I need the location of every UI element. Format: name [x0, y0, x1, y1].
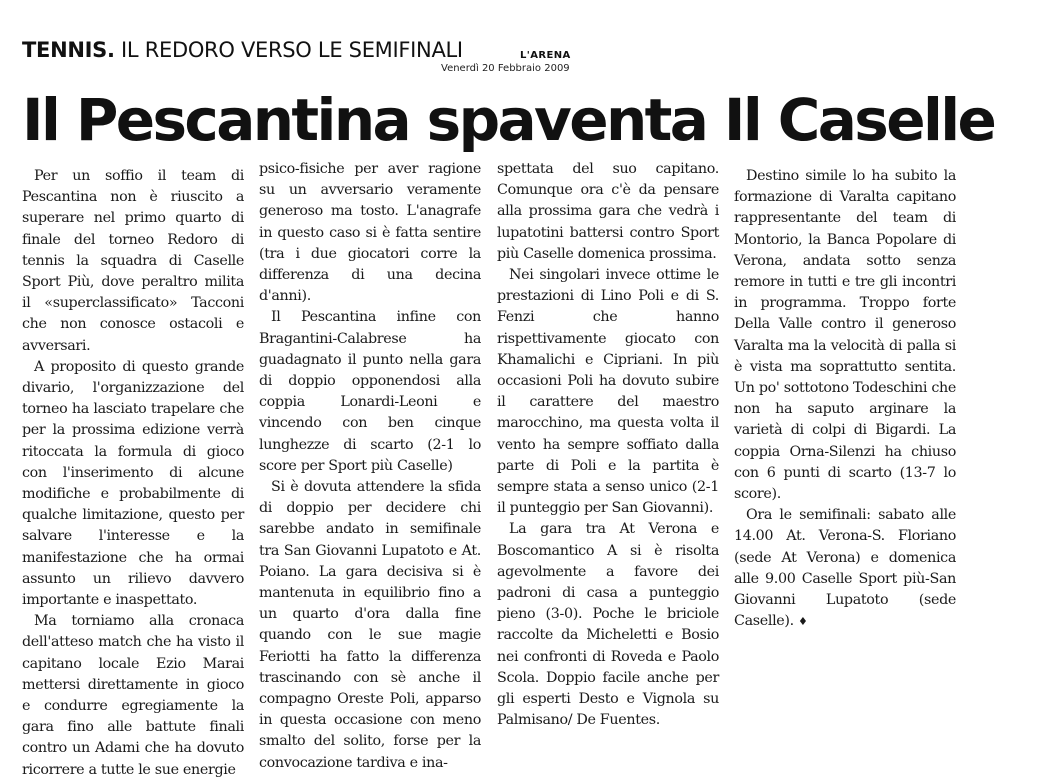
paragraph-text: Ora le semifinali: sabato alle 14.00 At. Verona-S. Floriano (sede At Verona) e domenica alle 9.00 Caselle Sport più-San Giovanni Lupatoto (sede Caselle).: [734, 507, 956, 630]
paragraph: spettata del suo capitano. Comunque ora c'è da pensare alla prossima gara che vedrà i lupatotini battersi contro Sport più Caselle domenica prossima.: [497, 161, 719, 262]
kicker-subtitle: IL REDORO VERSO LE SEMIFINALI: [121, 38, 463, 62]
publication-date: Venerdì 20 Febbraio 2009: [441, 63, 570, 74]
newspaper-masthead: L'ARENA: [520, 50, 571, 61]
paragraph: Si è dovuta attendere la sfida di doppio per decidere chi sarebbe andato in semifinale tra San Giovanni Lupatoto e At. Poiano. La gara decisiva si è mantenuta in equilibrio fino a un quarto d'ora dalla fine quando con le sue magie Feriotti ha fatto la differenza trascinando con sè anche il compagno Oreste Poli, apparso in questa occasione con meno smalto del solito, forse per la convocazione tardiva e ina-: [259, 479, 481, 771]
section-tag: TENNIS.: [22, 38, 115, 62]
article-column-3: [497, 159, 719, 731]
end-of-article-icon: ♦: [798, 615, 808, 629]
article-headline: Il Pescantina spaventa Il Caselle: [22, 86, 995, 154]
paragraph: Destino simile lo ha subito la formazione di Varalta capitano rappresentante del team di Montorio, la Banca Popolare di Verona, andata sotto senza remore in tutti e tre gli incontri in programma. Troppo forte Della Valle contro il generoso Varalta ma la velocità di palla si è vista ma soprattutto sentita. Un po' sottotono Todeschini che non ha saputo arginare la varietà di colpi di Bigardi. La coppia Orna-Silenzi ha chiuso con 6 punti di scarto (13-7 lo score).: [734, 168, 956, 503]
paragraph: Il Pescantina infine con Bragantini-Calabrese ha guadagnato il punto nella gara di doppio opponendosi alla coppia Lonardi-Leoni e vincendo con ben cinque lunghezze di scarto (2-1 lo score per Sport più Caselle): [259, 309, 481, 474]
article-column-2: [259, 159, 481, 774]
paragraph: psico-fisiche per aver ragione su un avversario veramente generoso ma tosto. L'anagrafe in questo caso si è fatta sentire (tra i due giocatori corre la differenza di una decina d'anni).: [259, 161, 481, 305]
article-column-1: [22, 166, 244, 781]
paragraph: A proposito di questo grande divario, l'organizzazione del torneo ha lasciato trapelare che per la prossima edizione verrà ritoccata la formula di gioco con l'inserimento di alcune modifiche e probabilmente di qualche limitazione, questo per salvare l'interesse e la manifestazione che ha ormai assunto un rilievo davvero importante e inaspettato.: [22, 358, 244, 609]
paragraph: Ma torniamo alla cronaca dell'atteso match che ha visto il capitano locale Ezio Marai mettersi direttamente in gioco e condurre egregiamente la gara fino alle battute finali contro un Adami che ha dovuto ricorrere a tutte le sue energie: [22, 613, 244, 778]
paragraph: Per un soffio il team di Pescantina non è riuscito a superare nel primo quarto di finale del torneo Redoro di tennis la squadra di Caselle Sport Più, dove peraltro milita il «superclassificato» Tacconi che non conosce ostacoli e avversari.: [22, 168, 244, 354]
paragraph: [734, 505, 956, 632]
article-column-4: [734, 166, 956, 632]
section-kicker: [22, 38, 463, 62]
paragraph: La gara tra At Verona e Boscomantico A si è risolta agevolmente a favore dei padroni di casa a punteggio pieno (3-0). Poche le briciole raccolte da Micheletti e Bosio nei confronti di Roveda e Paolo Scola. Doppio facile anche per gli esperti Desto e Vignola su Palmisano/ De Fuentes.: [497, 521, 719, 729]
paragraph: Nei singolari invece ottime le prestazioni di Lino Poli e di S. Fenzi che hanno rispettivamente giocato con Khamalichi e Cipriani. In più occasioni Poli ha dovuto subire il carattere del maestro marocchino, ma questa volta il vento ha sempre soffiato dalla parte di Poli e la partita è sempre stata a senso unico (2-1 il punteggio per San Giovanni).: [497, 267, 719, 517]
